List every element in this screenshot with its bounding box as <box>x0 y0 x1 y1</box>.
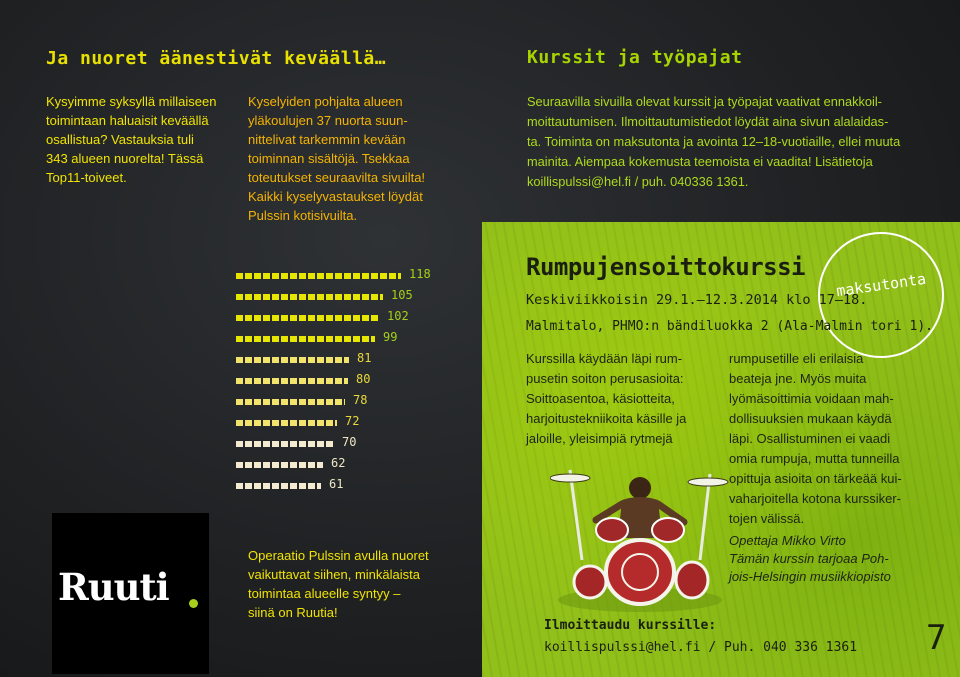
left-title: Ja nuoret äänestivät keväällä… <box>46 48 387 69</box>
bar <box>236 294 383 300</box>
text-line: Tämän kurssin tarjoaa Poh- <box>729 551 889 566</box>
text-line: 343 alueen nuorelta! Tässä <box>46 151 204 166</box>
course-description-col2 <box>729 349 902 529</box>
text-line: mainita. Aiempaa kokemusta teemoista ei vaadita! Lisätietoja <box>527 154 873 169</box>
courses-title: Kurssit ja työpajat <box>527 47 743 68</box>
text-line: pusetin soiton perusasioita: <box>526 371 684 386</box>
text-line: nittelivat tarkemmin kevään <box>248 132 406 147</box>
ruuti-logo <box>52 513 209 674</box>
bar <box>236 273 401 279</box>
text-line: lyömäsoittimia voidaan mah- <box>729 391 894 406</box>
text-line: Kysyimme syksyllä millaiseen <box>46 94 217 109</box>
bar-value-label: 99 <box>383 330 398 344</box>
text-line: Operaatio Pulssin avulla nuoret <box>248 548 429 563</box>
text-line: koillispulssi@hel.fi / puh. 040336 1361. <box>527 174 749 189</box>
bar-value-label: 78 <box>353 393 368 407</box>
signup-label: Ilmoittaudu kurssille: <box>544 618 717 633</box>
text-line: Seuraavilla sivuilla olevat kurssit ja työpajat vaativat ennakkoil- <box>527 94 882 109</box>
course-title: Rumpujensoittokurssi <box>526 253 805 281</box>
bar-value-label: 81 <box>357 351 372 365</box>
course-where: Malmitalo, PHMO:n bändiluokka 2 (Ala-Malmin tori 1). <box>526 319 933 334</box>
free-badge-text: maksutonta <box>835 269 928 301</box>
text-line: siinä on Ruutia! <box>248 605 338 620</box>
top11-bar-chart <box>0 0 480 500</box>
bar <box>236 483 321 489</box>
text-line: harjoitustekniikoita käsille ja <box>526 411 687 426</box>
teacher-info <box>729 532 891 586</box>
bar-value-label: 70 <box>342 435 357 449</box>
bar <box>236 315 379 321</box>
drummer-illustration <box>550 460 730 615</box>
text-line: jaloille, yleisimpiä rytmejä <box>526 431 673 446</box>
text-line: opittuja asioita on tärkeää kui- <box>729 471 902 486</box>
bar <box>236 399 345 405</box>
page-number: 7 <box>926 618 947 658</box>
bar <box>236 462 323 468</box>
text-line: Pulssin kotisivuilta. <box>248 208 358 223</box>
bar <box>236 357 349 363</box>
bar-value-label: 80 <box>356 372 371 386</box>
text-line: rumpusetille eli erilaisia <box>729 351 864 366</box>
text-line: läpi. Osallistuminen ei vaadi <box>729 431 891 446</box>
text-line: omia rumpuja, mutta tunneilla <box>729 451 900 466</box>
text-line: toteutukset seuraavilta sivuilta! <box>248 170 426 185</box>
text-line: Soittoasentoa, käsiotteita, <box>526 391 675 406</box>
courses-info-text <box>527 92 900 192</box>
bar <box>236 378 348 384</box>
text-line: Kaikki kyselyvastaukset löydät <box>248 189 423 204</box>
text-line: Kurssilla käydään läpi rum- <box>526 351 683 366</box>
bar <box>236 336 375 342</box>
text-line: vaharjoitella kotona kurssiker- <box>729 491 901 506</box>
ruuti-logo-word: Ruuti <box>58 565 169 609</box>
ruuti-logo-dot <box>189 599 198 608</box>
text-line: toiminnan sisältöjä. Tsekkaa <box>248 151 410 166</box>
signup-contact[interactable]: koillispulssi@hel.fi / Puh. 040 336 1361 <box>544 640 858 655</box>
text-line: beateja jne. Myös muita <box>729 371 867 386</box>
course-when: Keskiviikkoisin 29.1.—12.3.2014 klo 17—18. <box>526 292 868 308</box>
text-line: moittautumisen. Ilmoittautumistiedot löydät aina sivun alalaidas- <box>527 114 889 129</box>
bar-value-label: 62 <box>331 456 346 470</box>
bar-value-label: 61 <box>329 477 344 491</box>
text-line: vaikuttavat siihen, minkälaista <box>248 567 420 582</box>
bar <box>236 441 334 447</box>
text-line: yläkoulujen 37 nuorta suun- <box>248 113 408 128</box>
text-line: jois-Helsingin musiikkiopisto <box>729 569 891 584</box>
course-description-col1 <box>526 349 686 449</box>
bar-value-label: 118 <box>409 267 431 281</box>
text-line: Top11-toiveet. <box>46 170 127 185</box>
text-line: tojen välissä. <box>729 511 805 526</box>
bar-value-label: 105 <box>391 288 413 302</box>
text-line: osallistua? Vastauksia tuli <box>46 132 194 147</box>
ruuti-text <box>248 546 429 622</box>
text-line: ta. Toiminta on maksutonta ja avointa 12–18-vuotiaille, ellei muuta <box>527 134 901 149</box>
text-line: toimintaan haluaisit keväällä <box>46 113 209 128</box>
text-line: Kyselyiden pohjalta alueen <box>248 94 403 109</box>
text-line: Opettaja Mikko Virto <box>729 533 846 548</box>
bar-value-label: 72 <box>345 414 360 428</box>
text-line: dollisuuksien mukaan käydä <box>729 411 892 426</box>
text-line: toimintaa alueelle syntyy – <box>248 586 401 601</box>
bar <box>236 420 337 426</box>
bar-value-label: 102 <box>387 309 409 323</box>
